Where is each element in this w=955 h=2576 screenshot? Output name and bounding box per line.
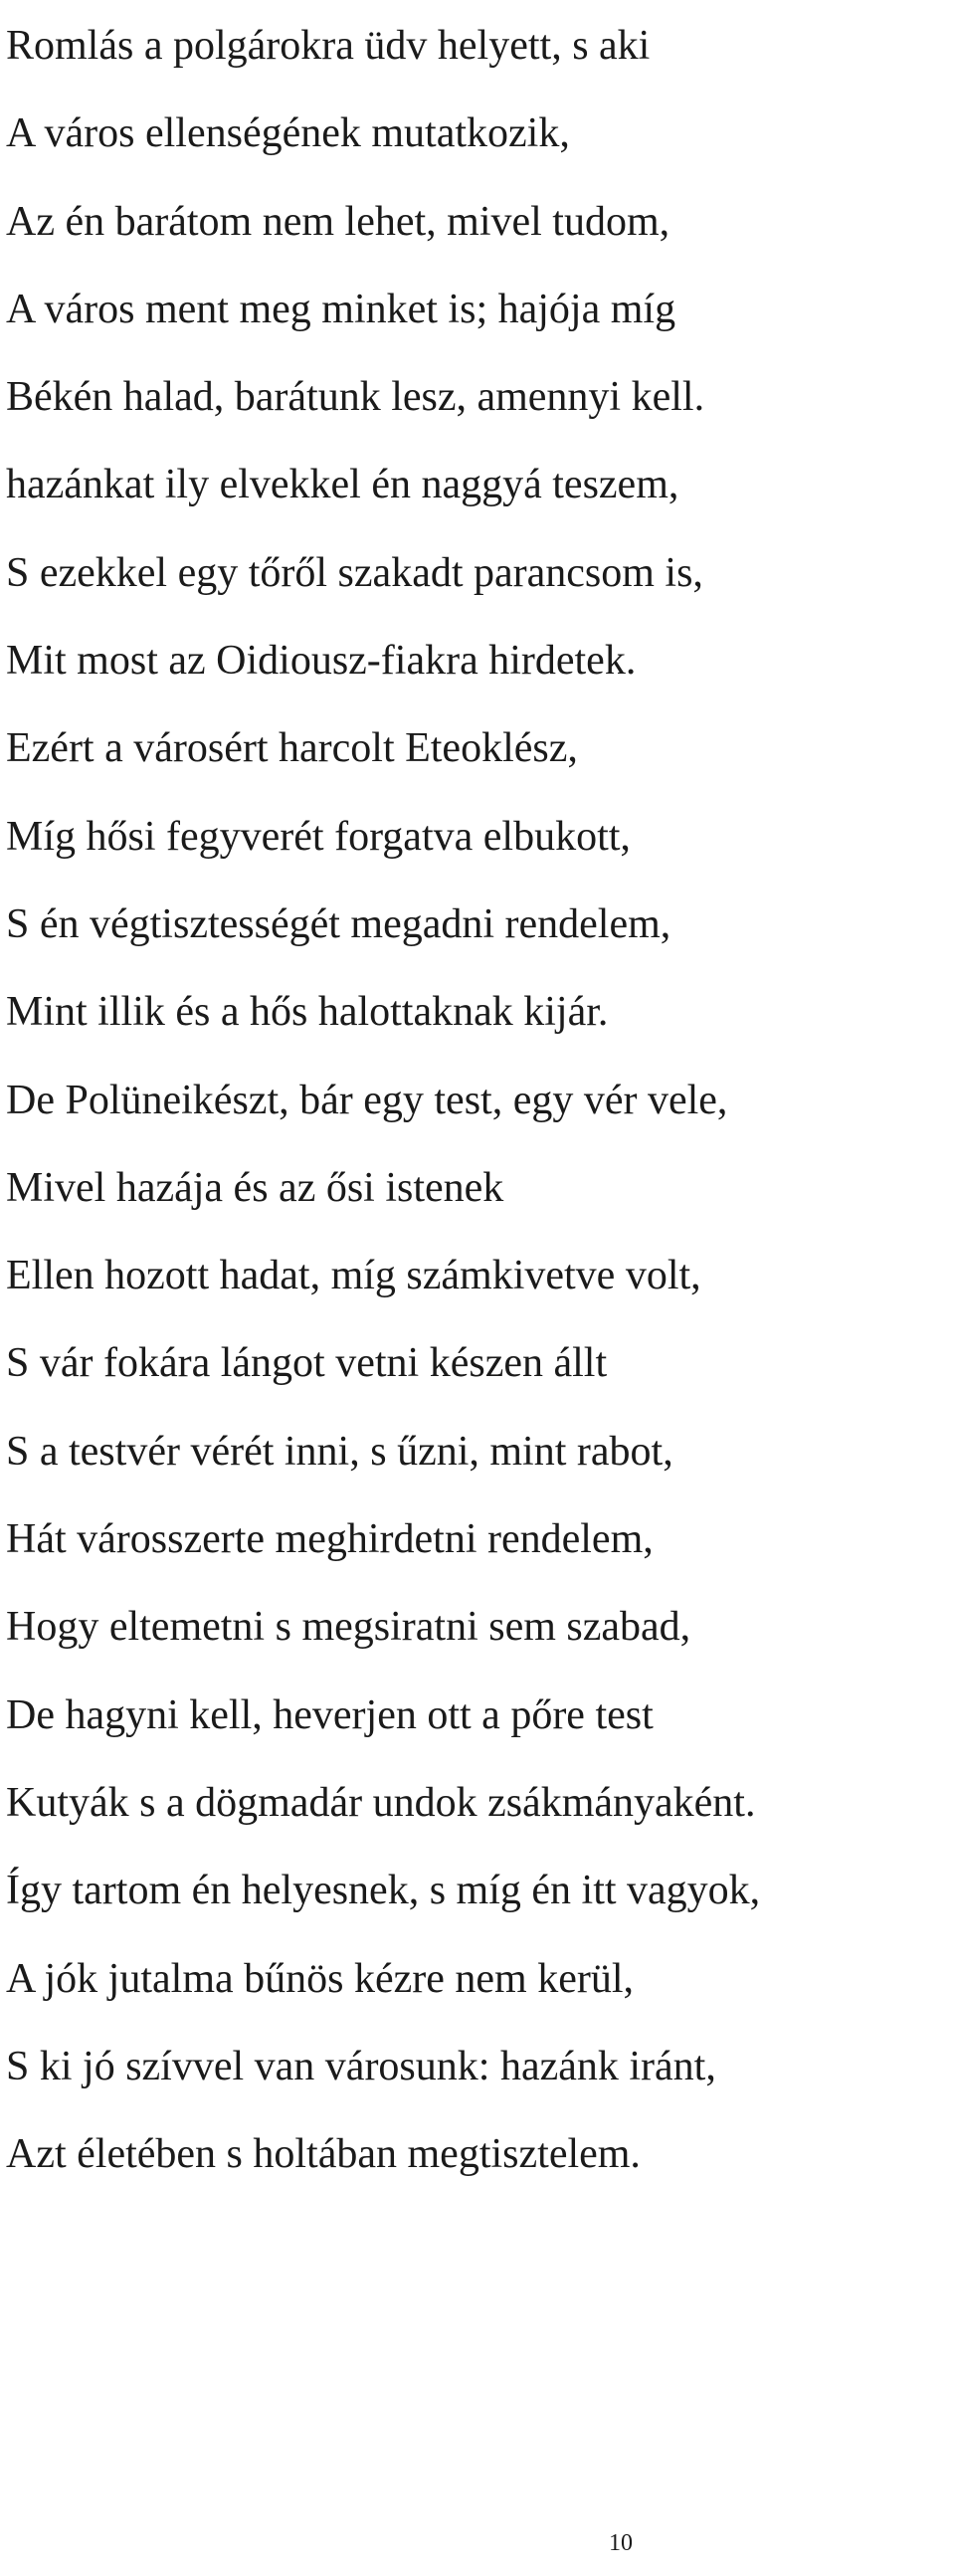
poem-line: Békén halad, barátunk lesz, amennyi kell.: [6, 374, 705, 421]
poem-text: [6, 2, 760, 2198]
poem-line: hazánkat ily elvekkel én naggyá teszem,: [6, 462, 679, 508]
poem-line: S vár fokára lángot vetni készen állt: [6, 1340, 608, 1387]
poem-line: Azt életében s holtában megtisztelem.: [6, 2131, 641, 2178]
poem-line: Ellen hozott hadat, míg számkivetve volt,: [6, 1253, 701, 1299]
poem-line: De hagyni kell, heverjen ott a pőre test: [6, 1691, 654, 1738]
poem-line: A város ellenségének mutatkozik,: [6, 110, 570, 157]
poem-line: Romlás a polgárokra üdv helyett, s aki: [6, 23, 651, 69]
poem-line: Kutyák s a dögmadár undok zsákmányaként.: [6, 1779, 756, 1826]
poem-line: S ezekkel egy tőről szakadt parancsom is,: [6, 549, 703, 596]
poem-line: S a testvér vérét inni, s űzni, mint rabot,: [6, 1428, 673, 1475]
poem-line: Így tartom én helyesnek, s míg én itt vagyok,: [6, 1868, 761, 1914]
poem-line: Mivel hazája és az ősi istenek: [6, 1164, 504, 1211]
poem-line: Hogy eltemetni s megsiratni sem szabad,: [6, 1604, 691, 1651]
poem-line: Mit most az Oidiousz-fiakra hirdetek.: [6, 638, 637, 685]
poem-line: S én végtisztességét megadni rendelem,: [6, 900, 671, 947]
poem-line: Mint illik és a hős halottaknak kijár.: [6, 989, 609, 1036]
poem-line: A jók jutalma bűnös kézre nem kerül,: [6, 1955, 635, 2002]
poem-line: Míg hősi fegyverét forgatva elbukott,: [6, 813, 631, 860]
poem-line: Hát városszerte meghirdetni rendelem,: [6, 1516, 654, 1563]
poem-line: Ezért a városért harcolt Eteoklész,: [6, 725, 578, 772]
poem-line: Az én barátom nem lehet, mivel tudom,: [6, 198, 670, 245]
poem-line: A város ment meg minket is; hajója míg: [6, 286, 676, 332]
poem-line: S ki jó szívvel van városunk: hazánk iránt,: [6, 2043, 716, 2089]
poem-line: De Polüneikészt, bár egy test, egy vér vele,: [6, 1077, 728, 1123]
page-number: 10: [609, 2530, 633, 2556]
